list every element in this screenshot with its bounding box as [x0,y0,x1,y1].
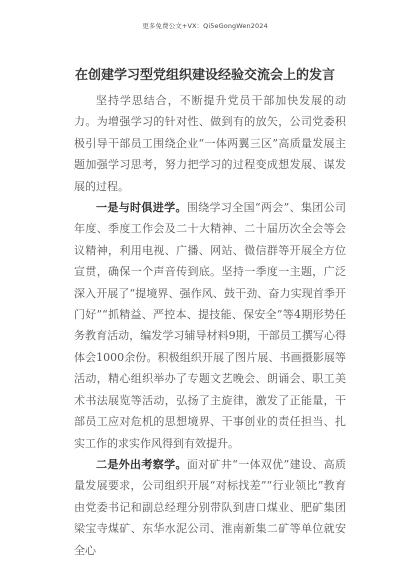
paragraph-text: 面对矿井“一体双优”建设、高质量发展要求，公司组织开展“对标找差”“行业领比”教育由党委书记和副总经理分别带队到唐口煤业、肥矿集团梁宝寺煤矿、东华水泥公司、淮南新集二矿等单位就安全心 [74,457,347,557]
paragraph-lead: 一是与时俱进学。 [96,201,187,215]
page-title: 在创建学习型党组织建设经验交流会上的发言 [74,68,335,83]
paragraph-intro [74,90,346,197]
paragraph-first-point [74,197,346,454]
paragraph-text: 坚持学思结合，不断提升党员干部加快发展的动力。为增强学习的针对性、做到有的放矢，公司党委积极引导干部员工围绕企业“一体两翼三区”高质量发展主题加强学习思考，努力把学习的过程变成想发展、谋发展的过程。 [74,94,346,193]
header-note: 更多免费公文+VX：Qi5eGongWen2024 [142,22,268,30]
paragraph-lead: 二是外出考察学。 [96,457,187,471]
document-body [74,90,346,561]
paragraph-second-point [74,454,346,561]
paragraph-text: 围绕学习全国“两会”、集团公司年度、季度工作会及二十大精神、二十届历次全会等会议精神，利用电视、广播、网站、微信群等开展全方位宣贯，确保一个声音传到底。坚持一季度一主题，广泛深入开展了“提境界、强作风、鼓干劲、奋力实现首季开门好”“抓精益、严控本、提技能、保安全”等4期形势任务教育活动，编发学习辅导材料9期，干部员工撰写心得体会1000余份。积极组织开展了图片展、书画摄影展等活动，精心组织举办了专题文艺晚会、朗诵会、职工美术书法展览等活动，弘扬了主旋律，激发了正能量，干部员工应对危机的思想境界、干事创业的责任担当、扎实工作的求实作风得到有效提升。 [74,201,347,450]
